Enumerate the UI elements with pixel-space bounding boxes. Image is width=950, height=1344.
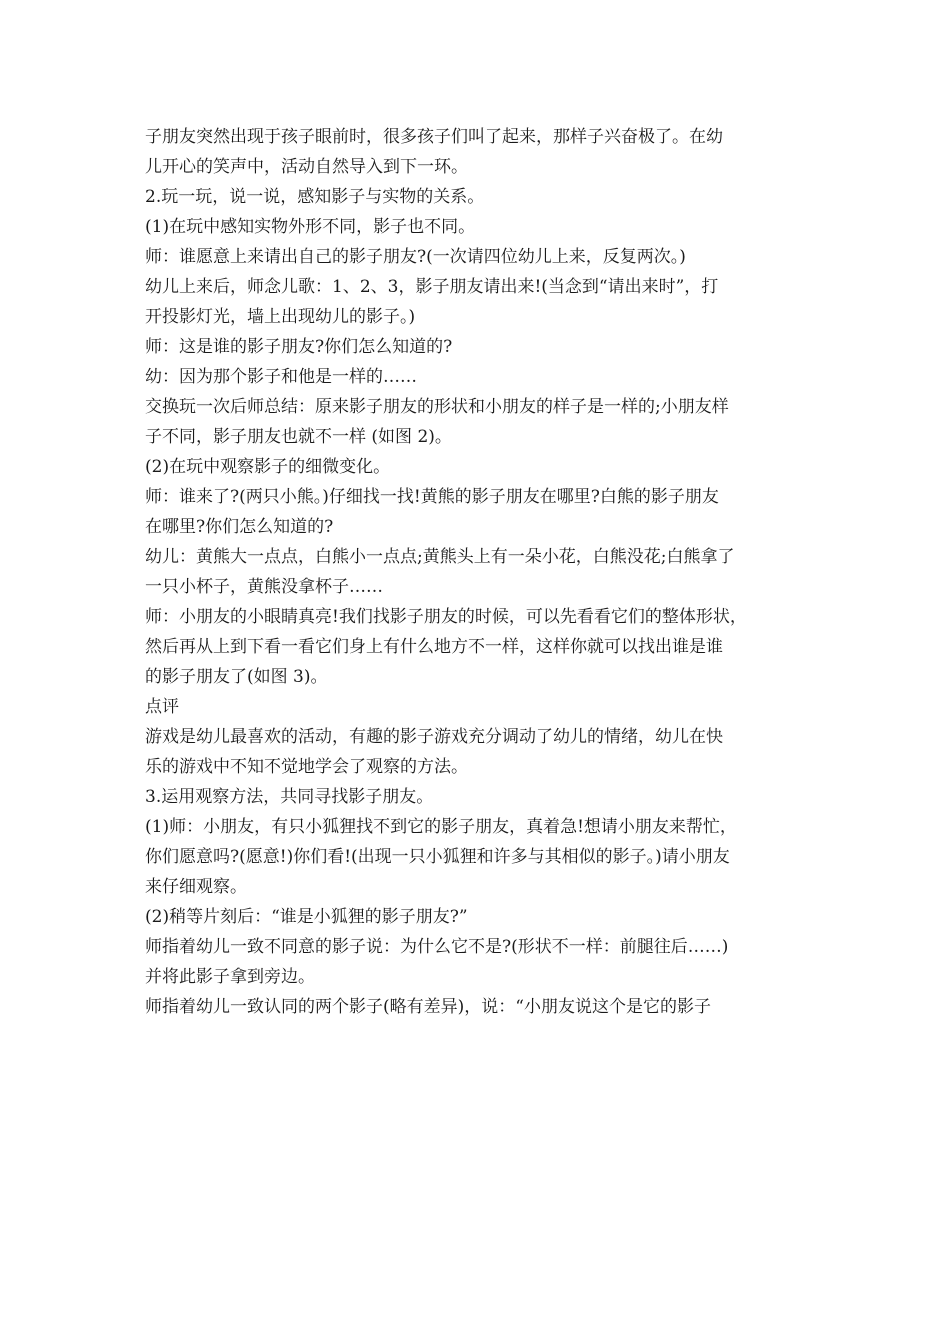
paragraph-line: (2)稍等片刻后：“谁是小狐狸的影子朋友?” — [145, 907, 468, 927]
paragraph-line: 在哪里?你们怎么知道的? — [145, 517, 334, 537]
section-heading: 3.运用观察方法，共同寻找影子朋友。 — [145, 787, 434, 807]
paragraph-line: 然后再从上到下看一看它们身上有什么地方不一样，这样你就可以找出谁是谁 — [145, 637, 723, 657]
paragraph-line: 一只小杯子，黄熊没拿杯子…… — [145, 577, 383, 597]
paragraph-line: 师：小朋友的小眼睛真亮!我们找影子朋友的时候，可以先看看它们的整体形状， — [145, 607, 747, 627]
paragraph-line: 幼儿：黄熊大一点点，白熊小一点点;黄熊头上有一朵小花，白熊没花;白熊拿了 — [145, 547, 735, 567]
paragraph-line: 的影子朋友了(如图 3)。 — [145, 667, 328, 687]
paragraph-line: 并将此影子拿到旁边。 — [145, 967, 315, 987]
paragraph-line: 幼儿上来后，师念儿歌：1、2、3，影子朋友请出来!(当念到“请出来时”，打 — [145, 277, 719, 297]
paragraph-line: 师指着幼儿一致不同意的影子说：为什么它不是?(形状不一样：前腿往后……) — [145, 937, 729, 957]
paragraph-line: 你们愿意吗?(愿意!)你们看!(出现一只小狐狸和许多与其相似的影子。)请小朋友 — [145, 847, 730, 867]
paragraph-line: 子朋友突然出现于孩子眼前时，很多孩子们叫了起来，那样子兴奋极了。在幼 — [145, 127, 723, 147]
paragraph-line: 乐的游戏中不知不觉地学会了观察的方法。 — [145, 757, 468, 777]
paragraph-line: 师：这是谁的影子朋友?你们怎么知道的? — [145, 337, 453, 357]
paragraph-line: 游戏是幼儿最喜欢的活动，有趣的影子游戏充分调动了幼儿的情绪，幼儿在快 — [145, 727, 723, 747]
paragraph-line: 儿开心的笑声中，活动自然导入到下一环。 — [145, 157, 468, 177]
paragraph-line: 幼：因为那个影子和他是一样的…… — [145, 367, 417, 387]
paragraph-line: 师：谁愿意上来请出自己的影子朋友?(一次请四位幼儿上来，反复两次。) — [145, 247, 686, 267]
section-heading: 2.玩一玩，说一说，感知影子与实物的关系。 — [145, 187, 485, 207]
paragraph-line: 师：谁来了?(两只小熊。)仔细找一找!黄熊的影子朋友在哪里?白熊的影子朋友 — [145, 487, 719, 507]
paragraph-line: 来仔细观察。 — [145, 877, 247, 897]
paragraph-line: 师指着幼儿一致认同的两个影子(略有差异)，说：“小朋友说这个是它的影子 — [145, 997, 711, 1017]
subsection-heading: (1)在玩中感知实物外形不同，影子也不同。 — [145, 217, 476, 237]
paragraph-line: (1)师：小朋友，有只小狐狸找不到它的影子朋友，真着急!想请小朋友来帮忙， — [145, 817, 737, 837]
paragraph-line: 子不同，影子朋友也就不一样 (如图 2)。 — [145, 427, 452, 447]
comment-heading: 点评 — [145, 697, 179, 717]
paragraph-line: 交换玩一次后师总结：原来影子朋友的形状和小朋友的样子是一样的;小朋友样 — [145, 397, 729, 417]
subsection-heading: (2)在玩中观察影子的细微变化。 — [145, 457, 391, 477]
document-body — [145, 122, 815, 1022]
paragraph-line: 开投影灯光，墙上出现幼儿的影子。) — [145, 307, 416, 327]
